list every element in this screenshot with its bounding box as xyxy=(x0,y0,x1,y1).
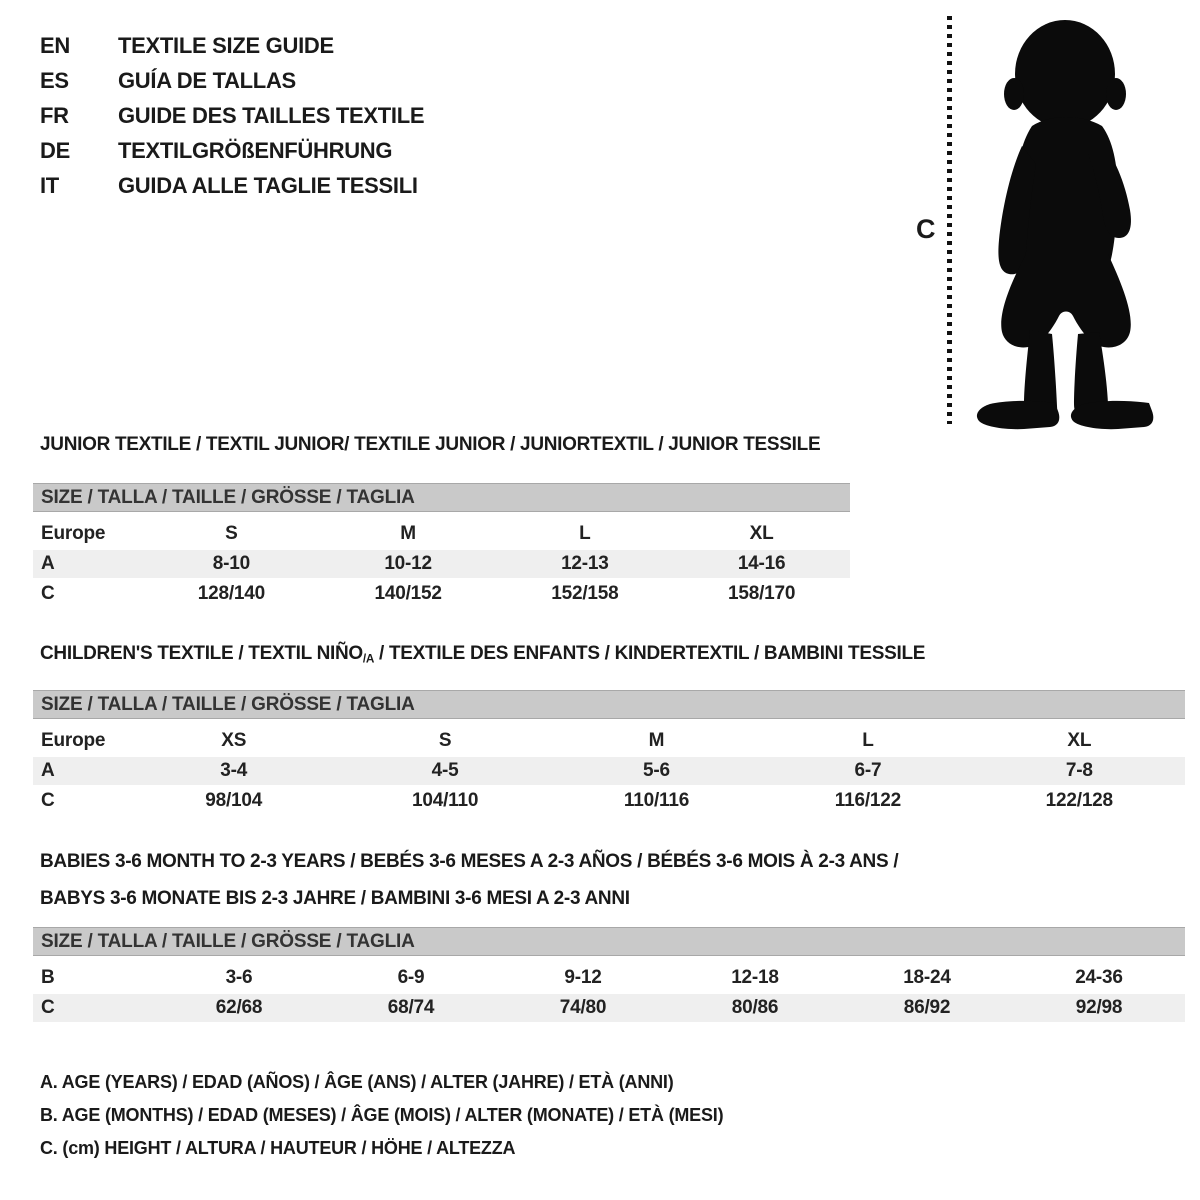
language-row xyxy=(40,98,424,133)
language-title: GUÍA DE TALLAS xyxy=(118,67,296,93)
toddler-silhouette-icon xyxy=(962,14,1172,439)
table-cell: 62/68 xyxy=(215,997,263,1018)
row-label: A xyxy=(41,553,55,574)
height-measure-label: C xyxy=(916,214,936,244)
table-row xyxy=(33,994,1185,1022)
language-row xyxy=(40,168,424,203)
table-cell: 7-8 xyxy=(1065,760,1093,781)
language-title: TEXTILE SIZE GUIDE xyxy=(118,32,334,58)
babies-size-table xyxy=(33,927,1185,1024)
table-cell: 116/122 xyxy=(834,790,901,811)
language-title: TEXTILGRÖßENFÜHRUNG xyxy=(118,137,393,163)
table-row xyxy=(33,550,850,578)
table-header-row xyxy=(33,520,850,548)
legend-line-c: C. (cm) HEIGHT / ALTURA / HAUTEUR / HÖHE / ALTEZZA xyxy=(40,1138,516,1158)
size-header-cell: S xyxy=(225,523,238,544)
table-cell: 12-13 xyxy=(561,553,609,574)
language-row xyxy=(40,63,424,98)
row-label: C xyxy=(41,997,55,1018)
table-cell: 86/92 xyxy=(903,997,951,1018)
size-header-cell: XS xyxy=(221,730,247,751)
size-bar: SIZE / TALLA / TAILLE / GRÖSSE / TAGLIA xyxy=(33,690,1185,719)
language-code: EN xyxy=(40,32,70,58)
language-code: FR xyxy=(40,102,69,128)
table-cell: 4-5 xyxy=(431,760,459,781)
table-cell: 152/158 xyxy=(551,583,619,604)
row-label: C xyxy=(41,583,55,604)
table-header-row xyxy=(33,727,1185,755)
children-section-title xyxy=(40,643,925,665)
babies-title-line1: BABIES 3-6 MONTH TO 2-3 YEARS / BEBÉS 3-6 MESES A 2-3 AÑOS / BÉBÉS 3-6 MOIS À 2-3 ANS / xyxy=(40,851,899,872)
language-row xyxy=(40,28,424,63)
size-bar: SIZE / TALLA / TAILLE / GRÖSSE / TAGLIA xyxy=(33,483,850,512)
table-cell: 110/116 xyxy=(623,790,690,811)
language-header xyxy=(40,28,424,203)
size-header-cell: L xyxy=(862,730,874,751)
row-label: A xyxy=(41,760,55,781)
table-cell: 80/86 xyxy=(731,997,779,1018)
table-cell: 10-12 xyxy=(384,553,432,574)
table-row xyxy=(33,757,1185,785)
language-code: IT xyxy=(40,172,59,198)
height-measure-line xyxy=(947,16,952,424)
table-cell: 6-7 xyxy=(854,760,882,781)
table-cell: 3-6 xyxy=(225,967,253,988)
table-row xyxy=(33,787,1185,815)
table-cell: 92/98 xyxy=(1075,997,1123,1018)
size-header-cell: M xyxy=(400,523,416,544)
row-label: B xyxy=(41,967,55,988)
region-header-cell: Europe xyxy=(41,523,106,544)
table-cell: 5-6 xyxy=(643,760,670,781)
table-cell: 3-4 xyxy=(220,760,248,781)
table-row xyxy=(33,964,1185,992)
table-cell: 18-24 xyxy=(903,967,951,988)
junior-section-title: JUNIOR TEXTILE / TEXTIL JUNIOR/ TEXTILE JUNIOR / JUNIORTEXTIL / JUNIOR TESSILE xyxy=(40,434,821,455)
babies-title-line2: BABYS 3-6 MONATE BIS 2-3 JAHRE / BAMBINI 3-6 MESI A 2-3 ANNI xyxy=(40,888,630,909)
language-title: GUIDA ALLE TAGLIE TESSILI xyxy=(118,172,418,198)
table-cell: 68/74 xyxy=(387,997,435,1018)
table-cell: 24-36 xyxy=(1075,967,1123,988)
children-size-table xyxy=(33,690,1185,817)
children-title-subscript: /A xyxy=(362,652,375,666)
junior-size-table xyxy=(33,483,850,610)
table-cell: 104/110 xyxy=(411,790,479,811)
table-row xyxy=(33,580,850,608)
table-cell: 128/140 xyxy=(197,583,266,604)
legend-line-a: A. AGE (YEARS) / EDAD (AÑOS) / ÂGE (ANS) / ALTER (JAHRE) / ETÀ (ANNI) xyxy=(40,1072,674,1092)
language-code: ES xyxy=(40,67,69,93)
language-row xyxy=(40,133,424,168)
table-cell: 98/104 xyxy=(205,790,263,811)
language-code: DE xyxy=(40,137,70,163)
legend-line-b: B. AGE (MONTHS) / EDAD (MESES) / ÂGE (MOIS) / ALTER (MONATE) / ETÀ (MESI) xyxy=(40,1105,724,1125)
table-cell: 158/170 xyxy=(727,583,796,604)
table-cell: 8-10 xyxy=(212,553,250,574)
measure-legend xyxy=(40,1066,723,1165)
table-cell: 9-12 xyxy=(564,967,602,988)
row-label: C xyxy=(41,790,55,811)
size-bar: SIZE / TALLA / TAILLE / GRÖSSE / TAGLIA xyxy=(33,927,1185,956)
size-header-cell: M xyxy=(648,730,665,751)
babies-section-title xyxy=(40,843,898,917)
table-cell: 122/128 xyxy=(1045,790,1113,811)
children-title-suffix: / TEXTILE DES ENFANTS / KINDERTEXTIL / BAMBINI TESSILE xyxy=(374,643,926,664)
size-header-cell: S xyxy=(438,730,452,751)
region-header-cell: Europe xyxy=(41,730,106,751)
size-header-cell: L xyxy=(579,523,591,544)
size-figure xyxy=(900,8,1190,438)
children-title-prefix: CHILDREN'S TEXTILE / TEXTIL NIÑO xyxy=(40,643,363,664)
table-cell: 6-9 xyxy=(397,967,425,988)
size-header-cell: XL xyxy=(749,523,774,544)
table-cell: 14-16 xyxy=(737,553,786,574)
table-cell: 140/152 xyxy=(374,583,442,604)
language-title: GUIDE DES TAILLES TEXTILE xyxy=(118,102,425,128)
size-header-cell: XL xyxy=(1067,730,1092,751)
table-cell: 74/80 xyxy=(559,997,607,1018)
table-cell: 12-18 xyxy=(731,967,779,988)
